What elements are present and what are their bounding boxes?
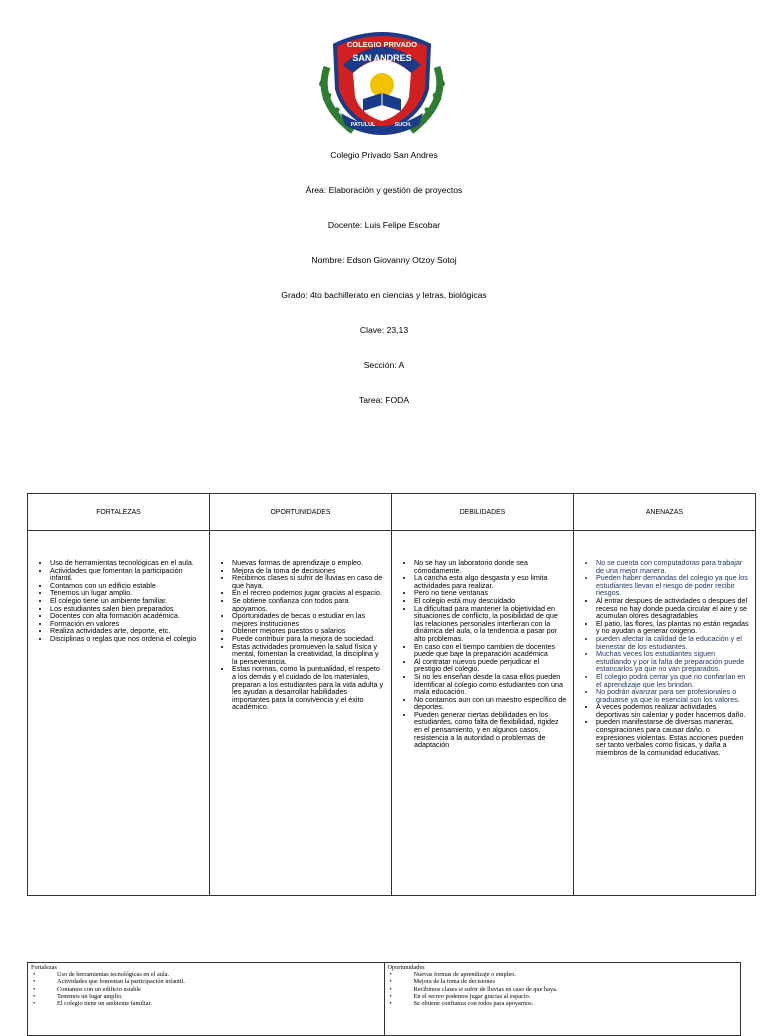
- list-item: • pueden manifestarse de diversas maneras, conspiraciones para causar daño, o expresiones violentas. Estas acciones pueden ser tanto verbales como físicas, y daña a miembros de la comunidad educativas.: [596, 718, 749, 756]
- list-item: • Al entrar despues de actividades o despues del receso no hay donde pueda circular el aire y se acumulan olores desagradables: [596, 597, 749, 620]
- list-item: • Disciplinas o reglas que nos ordena el colegio: [50, 635, 203, 643]
- list-item: • Actividades que fomentan la participación infantil.: [31, 978, 381, 985]
- list-item: • Pero no tiene ventanas: [414, 589, 567, 597]
- list-item: • Los estudiantes salen bien preparados: [50, 605, 203, 613]
- summary-fortalezas-title: Fortalezas: [31, 964, 57, 971]
- list-item: • Se obtiene confianza con todos para apoyarnos.: [232, 597, 385, 612]
- list-item: • Tenemos un lugar amplio.: [50, 589, 203, 597]
- list-item: • Pueden haber demandas del colegio ya que los estudiantes llevan el riesgo de poder recibir riesgos.: [596, 574, 749, 597]
- summary-table: [27, 962, 741, 1036]
- teacher-line: Docente: Luis Felipe Escobar: [327, 220, 441, 230]
- list-item: • El colegio tiene un ambiente familiar.: [50, 597, 203, 605]
- list-item: • Uso de herramientas tecnológicas en el aula.: [50, 559, 203, 567]
- logo-arc-text: COLEGIO PRIVADO: [346, 40, 418, 49]
- list-item: • Formación en valores: [50, 620, 203, 628]
- list-item: • Contamos con un edificio estable: [50, 582, 203, 590]
- fortalezas-cell: [28, 531, 210, 896]
- list-item: • Tenemos un lugar amplio.: [31, 993, 381, 1000]
- list-item: • En caso con el tiempo cambien de docentes puede que baje la preparación académica: [414, 643, 567, 658]
- key-line: Clave: 23,13: [359, 325, 409, 335]
- summary-fortalezas-cell: [28, 963, 385, 1036]
- list-item: • El colegio está muy descuidado: [414, 597, 567, 605]
- list-item: • Estas actividades promueven la salud física y mental, fomentan la creatividad, la disciplina y la perseverancia.: [232, 643, 385, 666]
- list-item: • Mejora de la toma de decisiones: [232, 567, 385, 575]
- list-item: • No podrán avanzar para ser profesionales o graduarse ya que lo esencial son los valores.: [596, 688, 749, 703]
- logo-name-text: SAN ANDRES: [352, 53, 412, 63]
- list-item: • Recibimos clases si sufrir de lluvias en caso de que haya.: [388, 986, 738, 993]
- header-oportunidades: OPORTUNIDADES: [210, 494, 392, 531]
- list-item: • Puede contribuir para la mejora de sociedad.: [232, 635, 385, 643]
- list-item: • El colegio tiene un ambiente familiar.: [31, 1000, 381, 1007]
- list-item: • La dificultad para mantener la objetividad en situaciones de conflicto, la posibilidad de que las relaciones personales interfieran con la dinámica del aula, o la tendencia a pasar por alto problemas.: [414, 605, 567, 643]
- header-amenazas: ANENAZAS: [574, 494, 756, 531]
- area-line: Área: Elaboración y gestión de proyectos: [305, 185, 463, 195]
- header-fortalezas: FORTALEZAS: [28, 494, 210, 531]
- list-item: • Al contratar nuevos puede perjudicar el prestigio del colegio.: [414, 658, 567, 673]
- list-item: • Recibimos clases si sufrir de lluvias en caso de que haya.: [232, 574, 385, 589]
- debilidades-cell: [392, 531, 574, 896]
- list-item: • Oportunidades de becas o estudiar en las mejores instituciones: [232, 612, 385, 627]
- list-item: • Contamos con un edificio estable: [31, 986, 381, 993]
- list-item: • El patio, las flores, las plantas no están regadas y no ayudan a generar oxigeno.: [596, 620, 749, 635]
- list-item: • El colegio podrá cerrar ya que no confiarían en el aprendizaje que les brindan.: [596, 673, 749, 688]
- list-item: • Uso de herramientas tecnológicas en el aula.: [31, 971, 381, 978]
- amenazas-cell: [574, 531, 756, 896]
- list-item: • Se obtiene confianza con todos para apoyarnos.: [388, 1000, 738, 1007]
- list-item: • Nuevas formas de aprendizaje o empleo.: [232, 559, 385, 567]
- list-item: • Realiza actividades arte, deporte, etc.: [50, 627, 203, 635]
- list-item: • No se cuenta con computadoras para trabajar de una mejor manera.: [596, 559, 749, 574]
- list-item: • No contamos aun con un maestro específico de deportes.: [414, 696, 567, 711]
- logo-banner-right: SUCH.: [394, 122, 412, 128]
- list-item: • Actividades que fomentan la participación infantil.: [50, 567, 203, 582]
- school-crest-logo: [313, 27, 451, 138]
- header-debilidades: DEBILIDADES: [392, 494, 574, 531]
- summary-oportunidades-title: Oportunidades: [387, 964, 425, 971]
- list-item: • Obtener mejores puestos o salarios: [232, 627, 385, 635]
- list-item: • Pueden generar ciertas debilidades en los estudiantes, como falta de flexibilidad, rigidez en el pensamiento, y en algunos casos, resistencia a la autoridad o problemas de adaptación: [414, 711, 567, 749]
- list-item: • Muchas veces los estudiantes siguen estudiando y por la falta de preparación puede estancarlos ya que no van preparados.: [596, 650, 749, 673]
- task-line: Tarea: FODA: [358, 395, 410, 405]
- oportunidades-cell: [210, 531, 392, 896]
- list-item: • Estas normas, como la puntualidad, el respeto a los demás y el cuidado de los materiales, preparan a los estudiantes para la vida adulta y les ayudan a desarrollar habilidades importantes para la convivencia y el éxito académico.: [232, 665, 385, 711]
- grade-line: Grado: 4to bachillerato en ciencias y letras, biológicas: [281, 290, 487, 300]
- list-item: • La cancha esta algo desgasta y eso limita actividades para realizar.: [414, 574, 567, 589]
- list-item: • Mejora de la toma de decisiones: [388, 978, 738, 985]
- summary-oportunidades-cell: [384, 963, 741, 1036]
- list-item: • En el recreo podemos jugar gracias al espacio.: [232, 589, 385, 597]
- list-item: • Docentes con alta formación académica.: [50, 612, 203, 620]
- list-item: • No se hay un laboratorio donde sea cómodamente.: [414, 559, 567, 574]
- school-name: Colegio Privado San Andres: [330, 150, 438, 160]
- student-name-line: Nombre: Edson Giovanny Otzoy Sotoj: [311, 255, 457, 265]
- list-item: • pueden afectar la calidad de la educación y el bienestar de los estudiantes.: [596, 635, 749, 650]
- list-item: • Si no les enseñan desde la casa ellos pueden identificar al colegio como estudiantes con una mala educación.: [414, 673, 567, 696]
- list-item: • A veces podemos realizar actividades deportivas sin calentar y poder hacernos daño.: [596, 703, 749, 718]
- section-line: Sección: A: [363, 360, 405, 370]
- foda-table: [27, 493, 756, 896]
- list-item: • Nuevas formas de aprendizaje o empleo.: [388, 971, 738, 978]
- list-item: • En el recreo podemos jugar gracias al espacio.: [388, 993, 738, 1000]
- logo-banner-left: PATULUL: [350, 122, 376, 128]
